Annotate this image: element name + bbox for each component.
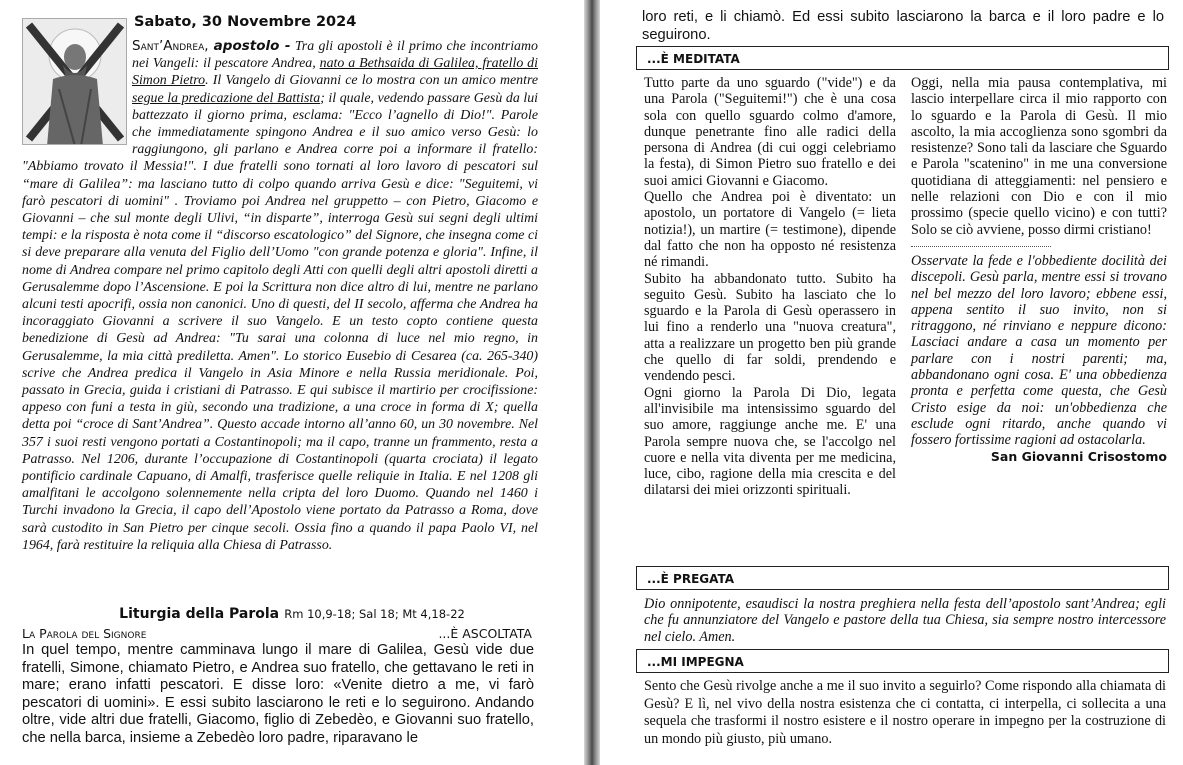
parola-heading (22, 626, 532, 641)
pregata-label: ...È PREGATA (647, 572, 735, 586)
commitment-text: Sento che Gesù rivolge anche a me il suo invito a seguirlo? Come rispondo alla chiamata di Gesù? E lì, nel vivo della nostra esistenza che ci contatta, ci interpella, ci sollecita a una sequela che trasformi il nostro esistere e il nostro operare in impegno per la costruzione di un mondo più giusto, più umano. (644, 678, 1166, 747)
bio-text-3: ; il quale, vedendo passare Gesù da lui battezzato il giorno prima, esclama: "Ecco l’agnello di Dio!". Parole che immediatamente spingono Andrea e il suo amico verso Gesù: lo raggiungono, gli parlano e Andrea corre poi a informare il fratello: "Abbiamo trovato il Messia!". I due fratelli sono tornati al loro lavoro di pescatori sul “mare di Galilea”: ma lasciano tutto di colpo quando arriva Gesù e dice: "Seguitemi, vi farò pescatori di uomini" . Troviamo poi Andrea nel gruppetto – con Pietro, Giacomo e Giovanni – che sul monte degli Ulivi, “in disparte”, interroga Gesù sui segni degli ultimi tempi: e la risposta è nota come il “discorso escatologico” del Signore, che insegna come ci si deve preparare alla venuta del Figlio dell’Uomo "con grande potenza e gloria". Infine, il nome di Andrea compare nel primo capitolo degli Atti con quelli degli altri apostoli diretti a Gerusalemme dopo l’Ascensione. E poi la Scrittura non dice altro di lui, mentre ne parlano alcuni testi apocrifi, ossia non canonici. Uno di questi, del II secolo, afferma che Andrea ha incoraggiato Giovanni a scrivere il suo Vangelo. E un testo copto contiene questa benedizione di Gesù ad Andrea: "Tu sarai una colonna di luce nel mio regno, in Gerusalemme, la mia città prediletta. Amen". Lo storico Eusebio di Cesarea (ca. 265-340) scrive che Andrea predica il Vangelo in Asia Minore e nella Russia meridionale. Poi, passato in Grecia, guida i cristiani di Patrasso. E qui subisce il martirio per crocifissione: appeso con funi a testa in giù, secondo una tradizione, a una croce in forma di X; quella detta poi “croce di Sant’Andrea”. Questo accade intorno all’anno 60, un 30 novembre. Nel 357 i suoi resti vengono portati a Costantinopoli; ma il capo, tranne un frammento, resta a Patrasso. Nel 1206, durante l’occupazione di Costantinopoli (quarta crociata) il legato pontificio cardinale Capuano, di Amalfi, trasferisce quelle reliquie in Italia. E nel 1208 gli amalfitani le accolgono solennemente nella cripta del loro Duomo. Quando nel 1460 i Turchi invadono la Grecia, il capo dell’Apostolo viene portato da Patrasso a Roma, dove sarà custodito in San Pietro per cinque secoli. Ossia fino a quando il papa Paolo VI, nel 1964, farà restituire la reliquia alla Chiesa di Patrasso. (22, 90, 539, 553)
meditation-paragraph: Subito ha abbandonato tutto. Subito ha seguito Gesù. Subito ha lasciato che lo sguardo e la Parola di Gesù operassero in lui fino a renderlo una "nuova creatura", atta a realizzare un progetto ben più grande che quello di far soldi, prendendo e vendendo pesci. (644, 270, 896, 385)
bio-underline-1: nato a Bethsaida di Galilea, fratello di Simon Pietro (132, 56, 538, 89)
saint-role: apostolo - (213, 38, 291, 54)
bio-text-1: Tra gli apostoli è il primo che incontriamo nei Vangeli: il pescatore Andrea, (132, 39, 538, 72)
gospel-continuation: loro reti, e li chiamò. Ed essi subito lasciarono la barca e il loro padre e lo seguirono. (642, 9, 1164, 43)
image-wrap-spacer (22, 38, 132, 155)
date-heading: Sabato, 30 Novembre 2024 (134, 14, 357, 30)
meditation-paragraph: Quello che Andrea poi è diventato: un apostolo, un portatore di Vangelo (= lieta notizia!), un martire (= testimone), dipende dal fatto che non ha opposto né resistenza né rimandi. (644, 189, 896, 271)
saint-title (132, 38, 291, 54)
impegna-label: ...MI IMPEGNA (647, 655, 744, 669)
left-page (0, 0, 584, 765)
saint-name: Sant’Andrea, (132, 38, 209, 54)
meditation-reflection: Oggi, nella mia pausa contemplativa, mi lascio interpellare circa il mio rapporto con lo sguardo e la Parola di Gesù. Il mio ascolto, la mia accoglienza sono sgombri da resistenze? Sono tali da lasciare che Sguardo e Parola "scatenino" in me una conversione quotidiana di atteggiamenti: nel pensiero e nelle relazioni con Dio e con il mio prossimo (specie quello vicino) e con tutti? Solo se ciò avviene, posso dirmi cristiano! (911, 75, 1167, 238)
right-page (600, 0, 1183, 765)
quote-author: San Giovanni Crisostomo (990, 448, 1167, 464)
liturgia-references: Rm 10,9-18; Sal 18; Mt 4,18-22 (284, 607, 465, 621)
patristic-quote: Osservate la fede e l'obbediente docilità dei discepoli. Gesù parla, mentre essi si trovano nel bel mezzo del loro lavoro; ebbene essi, appena sentito il suo invito, non si ritraggono, né rinviano e neppure dicono: Lasciaci andare a casa un momento per parlare con i nostri parenti; ma, abbandonano ogni cosa. E' una obbedienza pronta e perfetta come questa, che Gesù Cristo esige da noi: un'obbedienza che esclude ogni ritardo, anche quando vi fossero fortissime ragioni ad ostacolarla. (911, 252, 1167, 449)
liturgia-heading (0, 603, 584, 622)
book-gutter (584, 0, 600, 765)
meditation-left-column (644, 75, 896, 499)
meditata-label: ...È MEDITATA (647, 52, 740, 66)
impegna-header (636, 649, 1169, 673)
meditation-right-column (911, 75, 1167, 465)
meditata-header (636, 46, 1169, 70)
prayer-text: Dio onnipotente, esaudisci la nostra preghiera nella festa dell’apostolo sant’Andrea; egli che fu annunziatore del Vangelo e pastore della tua Chiesa, sia sempre nostro intercessore nel cielo. Amen. (644, 596, 1166, 645)
ascoltata-label: ...È ASCOLTATA (438, 626, 532, 641)
bio-text-2: . Il Vangelo di Giovanni ce lo mostra con un amico mentre (205, 73, 539, 89)
pregata-header (636, 566, 1169, 590)
gospel-text: In quel tempo, mentre camminava lungo il mare di Galilea, Gesù vide due fratelli, Simone, chiamato Pietro, e Andrea suo fratello, che gettavano le reti in mare; erano infatti pescatori. E disse loro: «Venite dietro a me, vi farò pescatori di uomini». E essi subito lasciarono le reti e lo seguirono. Andando oltre, vide altri due fratelli, Giacomo, figlio di Zebedèo, e Giovanni suo fratello, che nella barca, insieme a Zebedèo loro padre, riparavano le (22, 642, 534, 746)
dotted-divider (911, 246, 1051, 247)
saint-biography (22, 38, 538, 554)
parola-label: La Parola del Signore (22, 626, 147, 641)
meditation-paragraph: Ogni giorno la Parola Di Dio, legata all'invisibile ma intensissimo sguardo del suo amore, raggiunge anche me. E' una Parola sempre nuova che, se l'accolgo nel cuore e nella vita diventa per me medicina, luce, cibo, ragione della mia crescita e del dilatarsi dei miei orizzonti spirituali. (644, 384, 896, 499)
liturgia-title: Liturgia della Parola (119, 606, 280, 622)
bio-underline-2: segue la predicazione del Battista (132, 90, 321, 106)
meditation-paragraph: Tutto parte da uno sguardo ("vide") e da una Parola ("Seguitemi!") che è una cosa sola con quello sguardo colmo d'amore, dunque penetrante fino alle radici della persona di Andrea (di cui oggi celebriamo la festa), di Simon Pietro suo fratello e dei suoi amici Giovanni e Giacomo. (644, 75, 896, 189)
